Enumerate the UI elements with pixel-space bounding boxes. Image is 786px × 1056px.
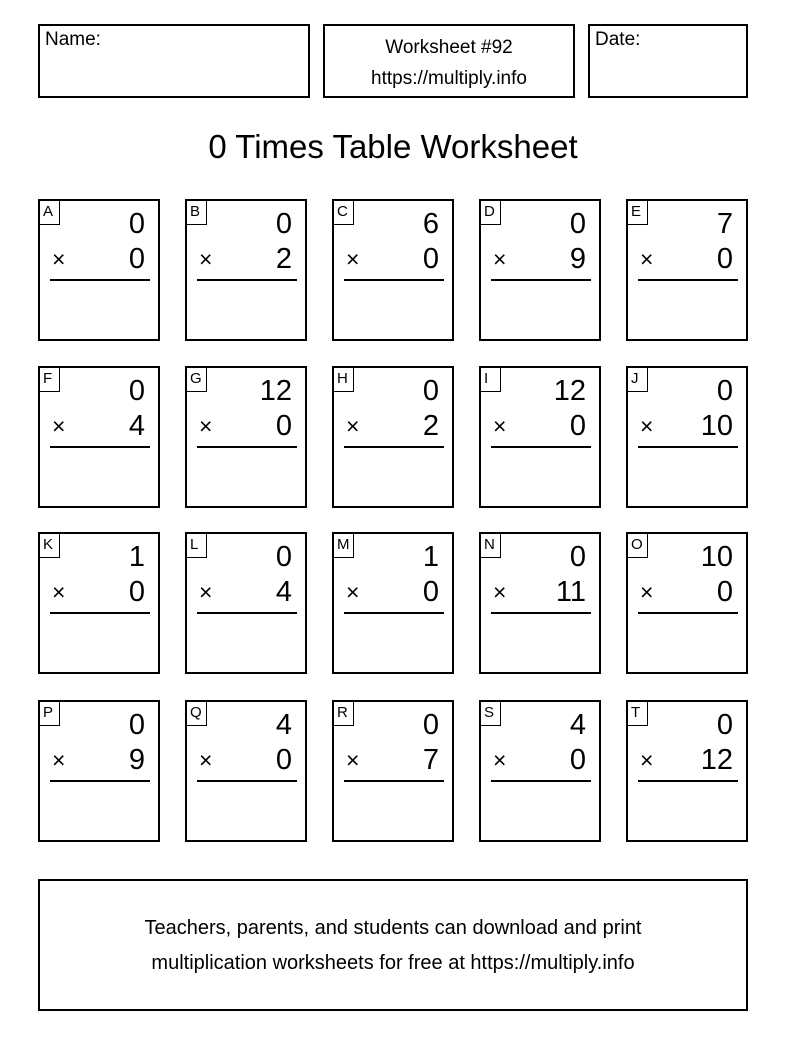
problem-label: N: [481, 534, 501, 558]
times-icon: ×: [346, 747, 360, 773]
multiplier: 0: [128, 576, 145, 608]
multiplier: 12: [700, 744, 733, 776]
multiplier: 11: [555, 576, 586, 608]
problem-label: M: [334, 534, 354, 558]
multiplicand: 0: [128, 375, 145, 407]
times-icon: ×: [199, 747, 213, 773]
problem-card[interactable]: [38, 199, 160, 341]
times-icon: ×: [52, 747, 66, 773]
problem-card[interactable]: [479, 700, 601, 842]
footer-text-line-2: multiplication worksheets for free at https://multiply.info: [151, 952, 635, 974]
times-icon: ×: [640, 579, 654, 605]
times-icon: ×: [199, 579, 213, 605]
problem-card[interactable]: [185, 700, 307, 842]
multiplicand: 4: [275, 709, 292, 741]
problem-card[interactable]: [626, 700, 748, 842]
answer-line: [638, 780, 738, 782]
answer-line: [50, 780, 150, 782]
answer-line: [197, 780, 297, 782]
problem-card[interactable]: [479, 532, 601, 674]
times-icon: ×: [493, 747, 507, 773]
problem-label: F: [40, 368, 60, 392]
multiplicand: 1: [422, 541, 439, 573]
problem-card[interactable]: [479, 199, 601, 341]
multiplier: 0: [716, 243, 733, 275]
problem-label: S: [481, 702, 501, 726]
page-title: 0 Times Table Worksheet: [208, 128, 578, 165]
times-icon: ×: [346, 246, 360, 272]
multiplier: 0: [569, 744, 586, 776]
answer-line: [491, 780, 591, 782]
times-icon: ×: [52, 579, 66, 605]
answer-line: [491, 446, 591, 448]
name-label: Name:: [45, 29, 101, 50]
times-icon: ×: [493, 246, 507, 272]
problem-label: C: [334, 201, 354, 225]
multiplicand: 12: [259, 375, 292, 407]
problem-card[interactable]: [38, 366, 160, 508]
problem-card[interactable]: [185, 532, 307, 674]
worksheet-info-box: [323, 24, 575, 98]
answer-line: [50, 612, 150, 614]
times-icon: ×: [199, 413, 213, 439]
worksheet-url: https://multiply.info: [371, 68, 527, 89]
problem-card[interactable]: [185, 199, 307, 341]
problem-label: I: [481, 368, 501, 392]
problem-label: G: [187, 368, 207, 392]
problem-card[interactable]: [332, 532, 454, 674]
multiplicand: 0: [716, 709, 733, 741]
problem-label: P: [40, 702, 60, 726]
multiplier: 0: [716, 576, 733, 608]
answer-line: [50, 279, 150, 281]
answer-line: [491, 279, 591, 281]
multiplicand: 0: [569, 541, 586, 573]
problem-label: A: [40, 201, 60, 225]
problem-label: R: [334, 702, 354, 726]
multiplicand: 7: [716, 208, 733, 240]
problem-card[interactable]: [332, 199, 454, 341]
problem-card[interactable]: [38, 532, 160, 674]
footer-text-line-1: Teachers, parents, and students can download and print: [144, 917, 642, 939]
multiplier: 2: [275, 243, 292, 275]
answer-line: [50, 446, 150, 448]
times-icon: ×: [52, 413, 66, 439]
answer-line: [638, 612, 738, 614]
times-icon: ×: [640, 413, 654, 439]
multiplicand: 0: [422, 375, 439, 407]
problem-label: L: [187, 534, 207, 558]
multiplicand: 0: [128, 208, 145, 240]
answer-line: [491, 612, 591, 614]
multiplicand: 0: [716, 375, 733, 407]
multiplier: 0: [275, 744, 292, 776]
multiplier: 9: [128, 744, 145, 776]
problem-label: B: [187, 201, 207, 225]
multiplier: 0: [569, 410, 586, 442]
problem-card[interactable]: [332, 700, 454, 842]
problem-label: O: [628, 534, 648, 558]
answer-line: [638, 446, 738, 448]
multiplier: 0: [422, 576, 439, 608]
problem-label: D: [481, 201, 501, 225]
times-icon: ×: [493, 413, 507, 439]
problem-card[interactable]: [626, 366, 748, 508]
multiplicand: 1: [128, 541, 145, 573]
multiplier: 0: [128, 243, 145, 275]
times-icon: ×: [640, 747, 654, 773]
answer-line: [344, 780, 444, 782]
answer-line: [197, 612, 297, 614]
multiplicand: 10: [700, 541, 733, 573]
date-label: Date:: [595, 29, 641, 50]
answer-line: [197, 446, 297, 448]
problem-card[interactable]: [38, 700, 160, 842]
problem-card[interactable]: [479, 366, 601, 508]
times-icon: ×: [199, 246, 213, 272]
multiplier: 9: [569, 243, 586, 275]
multiplier: 10: [700, 410, 733, 442]
times-icon: ×: [346, 579, 360, 605]
problem-label: T: [628, 702, 648, 726]
multiplier: 4: [128, 410, 145, 442]
multiplicand: 12: [553, 375, 586, 407]
name-field-box[interactable]: [38, 24, 310, 98]
problem-label: H: [334, 368, 354, 392]
problem-card[interactable]: [332, 366, 454, 508]
footer-box: [38, 879, 748, 1011]
multiplier: 7: [422, 744, 439, 776]
problem-label: Q: [187, 702, 207, 726]
answer-line: [344, 446, 444, 448]
times-icon: ×: [493, 579, 507, 605]
multiplier: 0: [275, 410, 292, 442]
problem-label: K: [40, 534, 60, 558]
answer-line: [344, 612, 444, 614]
multiplicand: 0: [275, 208, 292, 240]
multiplicand: 4: [569, 709, 586, 741]
answer-line: [344, 279, 444, 281]
multiplier: 4: [275, 576, 292, 608]
problem-card[interactable]: [185, 366, 307, 508]
multiplicand: 0: [275, 541, 292, 573]
worksheet-number: Worksheet #92: [385, 37, 513, 58]
problem-card[interactable]: [626, 532, 748, 674]
answer-line: [197, 279, 297, 281]
problem-card[interactable]: [626, 199, 748, 341]
multiplicand: 0: [422, 709, 439, 741]
multiplier: 2: [422, 410, 439, 442]
answer-line: [638, 279, 738, 281]
multiplicand: 0: [128, 709, 145, 741]
multiplicand: 0: [569, 208, 586, 240]
times-icon: ×: [640, 246, 654, 272]
times-icon: ×: [52, 246, 66, 272]
multiplicand: 6: [422, 208, 439, 240]
problem-label: E: [628, 201, 648, 225]
times-icon: ×: [346, 413, 360, 439]
date-field-box[interactable]: [588, 24, 748, 98]
problem-label: J: [628, 368, 648, 392]
multiplier: 0: [422, 243, 439, 275]
